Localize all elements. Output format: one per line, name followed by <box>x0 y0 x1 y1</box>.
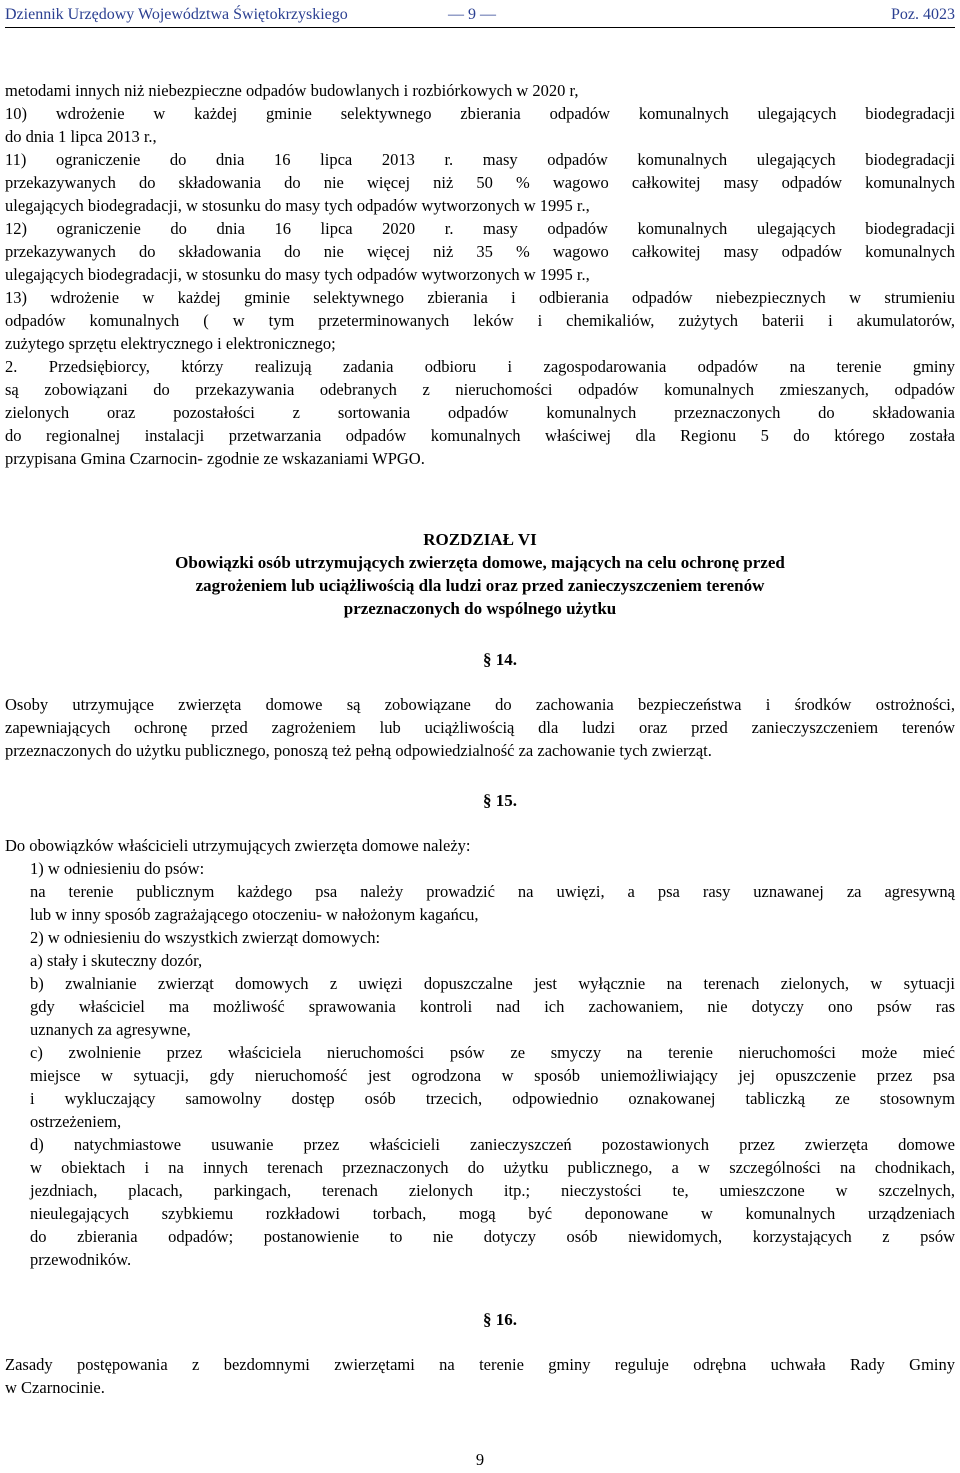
text-line: lub w inny sposób zagrażającego otoczeniu- w nałożonym kagańcu, <box>30 905 479 924</box>
text-line: odpadów komunalnych ( w tym przeterminowanych leków i chemikaliów, zużytych baterii i akumulatorów, <box>5 311 955 330</box>
text-line: 11) ograniczenie do dnia 16 lipca 2013 r. masy odpadów komunalnych ulegających biodegradacji <box>5 150 955 169</box>
header-page-number: — 9 — <box>448 6 496 23</box>
chapter-title-line: przeznaczonych do wspólnego użytku <box>343 599 617 618</box>
section-15-number <box>5 789 955 812</box>
text-line: przypisana Gmina Czarnocin- zgodnie ze wskazaniami WPGO. <box>5 449 425 468</box>
text-line: do dnia 1 lipca 2013 r., <box>5 127 157 146</box>
text-line: uznanych za agresywne, <box>30 1020 191 1039</box>
header-position: Poz. 4023 <box>891 6 955 23</box>
text-line: metodami innych niż niebezpieczne odpadów budowlanych i rozbiórkowych w 2020 r, <box>5 81 579 100</box>
text-line: jezdniach, placach, parkingach, terenach zielonych itp.; nieczystości te, umieszczone w szczelnych, <box>30 1181 955 1200</box>
text-line: nieulegających szybkiemu rozkładowi torbach, mogą być deponowane w komunalnych urządzeniach <box>30 1204 955 1223</box>
text-line: ostrzeżeniem, <box>30 1112 122 1131</box>
section-16-number <box>5 1308 955 1331</box>
text-line: 10) wdrożenie w każdej gminie selektywnego zbierania odpadów komunalnych ulegających biodegradacji <box>5 104 955 123</box>
text-line: 12) ograniczenie do dnia 16 lipca 2020 r. masy odpadów komunalnych ulegających biodegradacji <box>5 219 955 238</box>
text-line: d) natychmiastowe usuwanie przez właścicieli zanieczyszczeń pozostawionych przez zwierzęta domowe <box>30 1135 955 1154</box>
text-line: gdy właściciel ma możliwość sprawowania kontroli nad ich zachowaniem, nie dotyczy ono psów ras <box>30 997 955 1016</box>
text-line: w obiektach i na innych terenach przeznaczonych do użytku publicznego, a w szczególności na chodnikach, <box>30 1158 955 1177</box>
chapter-heading <box>5 528 955 620</box>
text-line: są zobowiązani do przekazywania odebranych z nieruchomości odpadów komunalnych zmieszanych, odpadów <box>5 380 955 399</box>
text-line: ulegających biodegradacji, w stosunku do masy tych odpadów wytworzonych w 1995 r., <box>5 265 590 284</box>
chapter-title-line: zagrożeniem lub uciążliwością dla ludzi oraz przed zanieczyszczeniem terenów <box>195 576 765 595</box>
text-line: Zasady postępowania z bezdomnymi zwierzętami na terenie gminy reguluje odrębna uchwała Rady Gminy <box>5 1355 955 1374</box>
section-number-text: § 15. <box>483 791 517 810</box>
text-line: 1) w odniesieniu do psów: <box>30 859 205 878</box>
text-line: w Czarnocinie. <box>5 1378 105 1397</box>
text-line: 13) wdrożenie w każdej gminie selektywnego zbierania i odbierania odpadów niebezpiecznych w strumieniu <box>5 288 955 307</box>
text-line: zielonych oraz pozostałości z sortowania odpadów komunalnych przeznaczonych do składowania <box>5 403 955 422</box>
text-line: 2. Przedsiębiorcy, którzy realizują zadania odbioru i zagospodarowania odpadów na terenie gminy <box>5 357 955 376</box>
chapter-number: ROZDZIAŁ VI <box>423 530 537 549</box>
section-16-text <box>5 1353 955 1399</box>
text-line: do regionalnej instalacji przetwarzania odpadów komunalnych właściwej dla Regionu 5 do którego została <box>5 426 955 445</box>
text-line: zużytego sprzętu elektrycznego i elektronicznego; <box>5 334 336 353</box>
text-line: ulegających biodegradacji, w stosunku do masy tych odpadów wytworzonych w 1995 r., <box>5 196 590 215</box>
text-line: zapewniających ochronę przed zagrożeniem lub uciążliwością dla ludzi oraz przed zanieczyszczeniem terenów <box>5 718 955 737</box>
text-line: b) zwalnianie zwierząt domowych z uwięzi dopuszczalne jest wyłącznie na terenach zielonych, w sytuacji <box>30 974 955 993</box>
text-line: przeznaczonych do użytku publicznego, ponoszą też pełną odpowiedzialność za zachowanie tych zwierząt. <box>5 741 712 760</box>
chapter-title-line: Obowiązki osób utrzymujących zwierzęta domowe, mających na celu ochronę przed <box>175 553 785 572</box>
section-15-text <box>5 834 955 1271</box>
journal-title: Dziennik Urzędowy Województwa Świętokrzyskiego <box>5 6 348 23</box>
text-line: Osoby utrzymujące zwierzęta domowe są zobowiązane do zachowania bezpieczeństwa i środków ostrożności, <box>5 695 955 714</box>
section-14-number <box>5 648 955 671</box>
page-header <box>5 3 955 28</box>
text-line: na terenie publicznym każdego psa należy prowadzić na uwięzi, a psa rasy uznawanej za agresywną <box>30 882 955 901</box>
text-line: przewodników. <box>30 1250 132 1269</box>
text-line: a) stały i skuteczny dozór, <box>30 951 203 970</box>
text-line: c) zwolnienie przez właściciela nieruchomości psów ze smyczy na terenie nieruchomości może mieć <box>30 1043 955 1062</box>
text-line: 2) w odniesieniu do wszystkich zwierząt domowych: <box>30 928 381 947</box>
text-line: miejsce w sytuacji, gdy nieruchomość jest ogrodzona w sposób uniemożliwiający jej opuszczenie przez psa <box>30 1066 955 1085</box>
text-line: i wykluczający samowolny dostęp osób trzecich, odpowiednio oznakowanej tabliczką ze stosownym <box>30 1089 955 1108</box>
section-15-list <box>5 857 955 1271</box>
section-14-text <box>5 693 955 762</box>
footer-page-number: 9 <box>475 1450 485 1469</box>
section-number-text: § 14. <box>483 650 517 669</box>
text-line: do zbierania odpadów; postanowienie to nie dotyczy osób niewidomych, korzystających z psów <box>30 1227 955 1246</box>
text-line: przekazywanych do składowania do nie więcej niż 35 % wagowo całkowitej masy odpadów komunalnych <box>5 242 955 261</box>
section-number-text: § 16. <box>483 1310 517 1329</box>
paragraph-continuation <box>5 79 955 470</box>
text-line: przekazywanych do składowania do nie więcej niż 50 % wagowo całkowitej masy odpadów komunalnych <box>5 173 955 192</box>
text-line: Do obowiązków właścicieli utrzymujących zwierzęta domowe należy: <box>5 836 471 855</box>
